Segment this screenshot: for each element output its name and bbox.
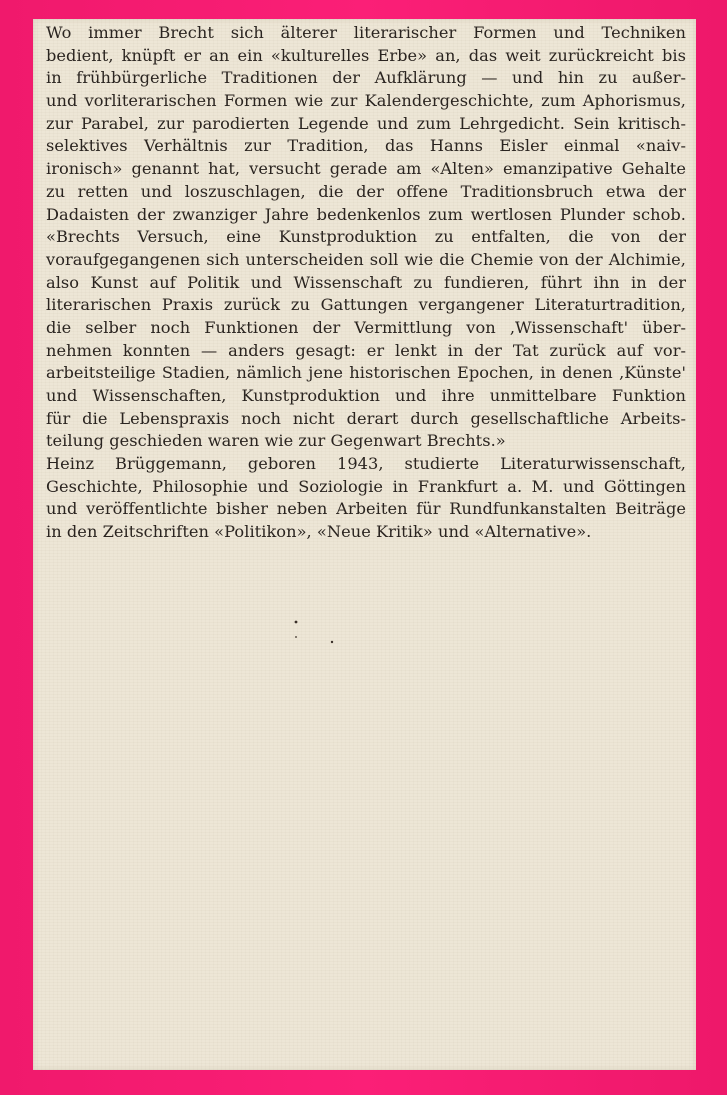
blurb-line: ironisch» genannt hat, versucht gerade am «Alten» emanzipative Gehalte bbox=[46, 159, 686, 179]
blurb-line: in frühbürgerliche Traditionen der Aufklärung — und hin zu außer- bbox=[46, 68, 686, 88]
quote-line: für die Lebenspraxis noch nicht derart durch gesellschaftliche Arbeits- bbox=[46, 408, 686, 428]
blurb-line: Wo immer Brecht sich älterer literarischer Formen und Techniken bbox=[46, 23, 686, 42]
back-cover-text bbox=[46, 22, 686, 544]
author-bio-line: Heinz Brüggemann, geboren 1943, studierte Literaturwissenschaft, bbox=[46, 454, 686, 474]
blurb-line: bedient, knüpft er an ein «kulturelles Erbe» an, das weit zurückreicht bis bbox=[46, 45, 686, 65]
quote-line: voraufgegangenen sich unterscheiden soll wie die Chemie von der Alchimie, bbox=[46, 249, 686, 269]
quote-line: und Wissenschaften, Kunstproduktion und ihre unmittelbare Funktion bbox=[46, 386, 686, 405]
quote-line: «Brechts Versuch, eine Kunstproduktion zu entfalten, die von der bbox=[46, 227, 686, 247]
blurb-line: zur Parabel, zur parodierten Legende und zum Lehrgedicht. Sein kritisch- bbox=[46, 113, 686, 133]
quote-line: also Kunst auf Politik und Wissenschaft zu fundieren, führt ihn in der bbox=[46, 272, 686, 292]
author-bio-line: und veröffentlichte bisher neben Arbeiten für Rundfunkanstalten Beiträge bbox=[46, 499, 686, 519]
author-bio-paragraph bbox=[46, 453, 686, 544]
blurb-line: selektives Verhältnis zur Tradition, das Hanns Eisler einmal «naiv- bbox=[46, 136, 686, 156]
author-bio-line: in den Zeitschriften «Politikon», «Neue Kritik» und «Alternative». bbox=[46, 522, 592, 542]
quote-line: arbeitsteilige Stadien, nämlich jene historischen Epochen, in denen ‚Künste' bbox=[46, 363, 686, 383]
quote-line: nehmen konnten — anders gesagt: er lenkt in der Tat zurück auf vor- bbox=[46, 340, 686, 360]
blurb-line: zu retten und loszuschlagen, die der offene Traditionsbruch etwa der bbox=[46, 181, 686, 201]
quote-line: die selber noch Funktionen der Vermittlung von ‚Wissenschaft' über- bbox=[46, 317, 686, 337]
blurb-line: Dadaisten der zwanziger Jahre bedenkenlos zum wertlosen Plunder schob. bbox=[46, 204, 686, 224]
blurb-paragraph bbox=[46, 22, 686, 453]
author-bio-line: Geschichte, Philosophie und Soziologie in Frankfurt a. M. und Göttingen bbox=[46, 476, 686, 496]
quote-line: literarischen Praxis zurück zu Gattungen vergangener Literaturtradition, bbox=[46, 295, 686, 315]
blurb-line: und vorliterarischen Formen wie zur Kalendergeschichte, zum Aphorismus, bbox=[46, 91, 686, 111]
quote-line: teilung geschieden waren wie zur Gegenwart Brechts.» bbox=[46, 431, 506, 451]
